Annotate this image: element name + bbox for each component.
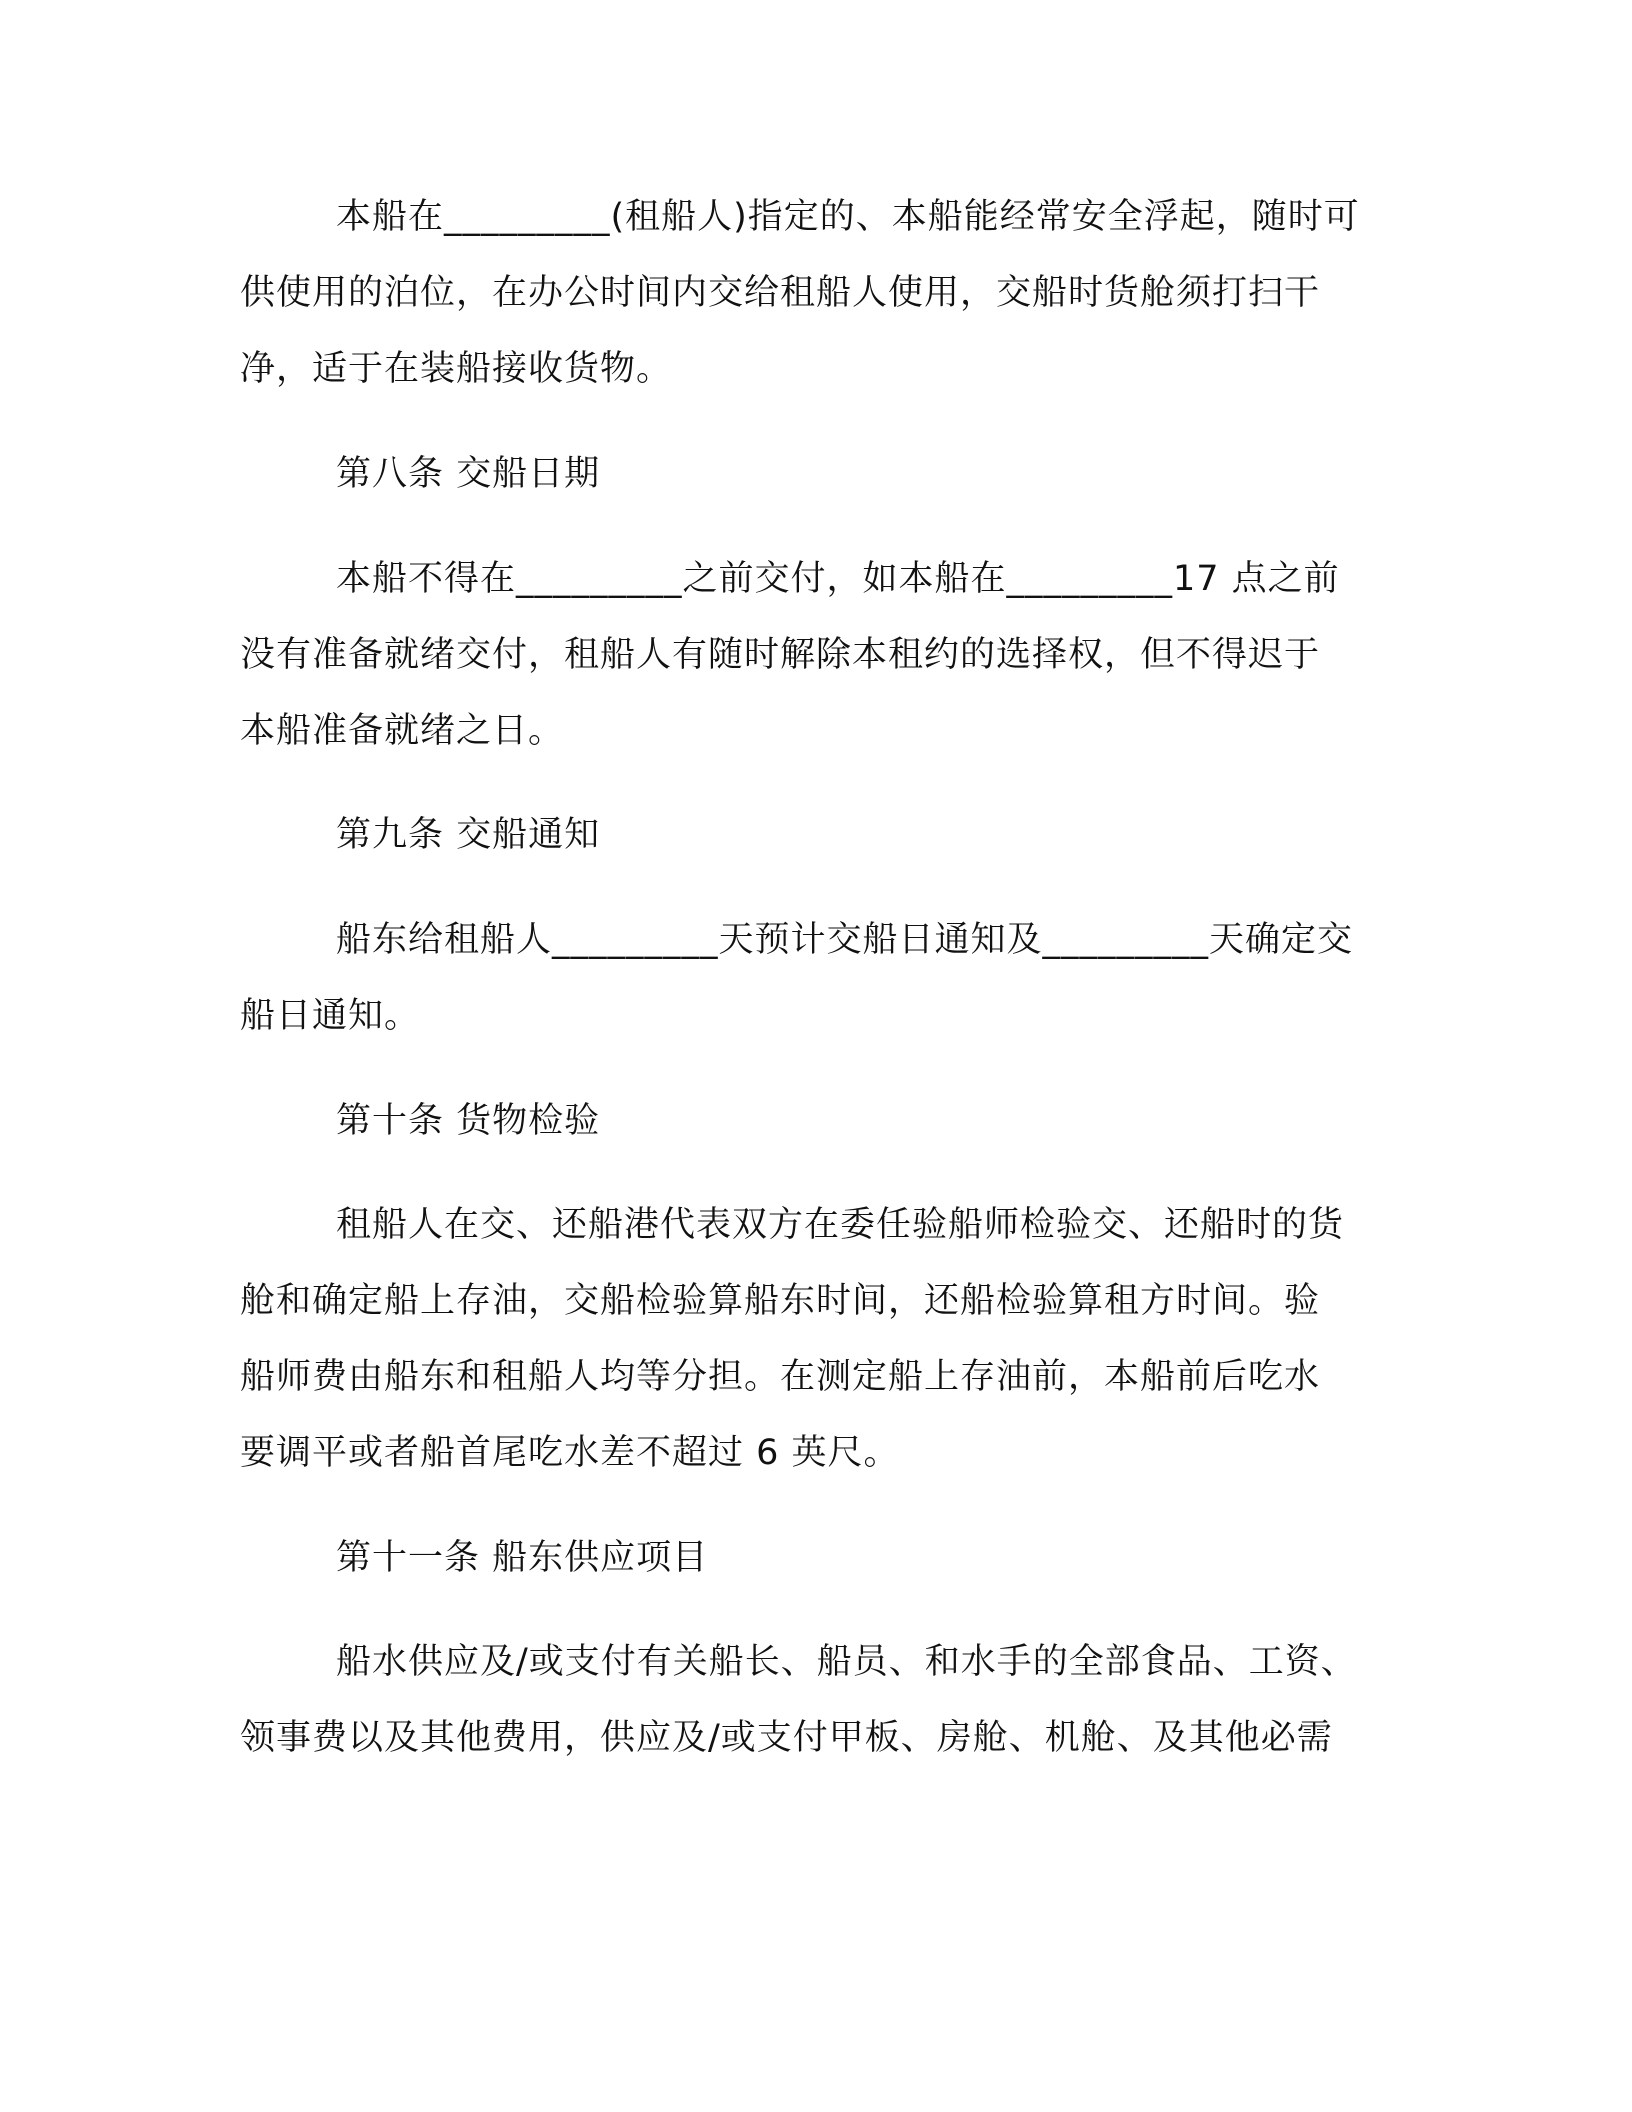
paragraph-4-line-3: 船师费由船东和租船人均等分担。在测定船上存油前，本船前后吃水: [240, 1357, 1321, 1397]
paragraph-2-line-2: 没有准备就绪交付，租船人有随时解除本租约的选择权，但不得迟于: [240, 635, 1321, 675]
paragraph-5-line-2: 领事费以及其他费用，供应及/或支付甲板、房舱、机舱、及其他必需: [240, 1718, 1333, 1758]
paragraph-3-line-2: 船日通知。: [240, 996, 421, 1036]
heading-article-9: 第九条 交船通知: [336, 815, 601, 855]
heading-article-11: 第十一条 船东供应项目: [336, 1538, 709, 1578]
paragraph-1-line-3: 净，适于在装船接收货物。: [240, 349, 673, 389]
paragraph-2-line-1: 本船不得在_________之前交付，如本船在_________17 点之前: [336, 559, 1340, 599]
paragraph-4-line-4: 要调平或者船首尾吃水差不超过 6 英尺。: [240, 1433, 900, 1473]
paragraph-5-line-1: 船水供应及/或支付有关船长、船员、和水手的全部食品、工资、: [336, 1642, 1357, 1682]
paragraph-4-line-1: 租船人在交、还船港代表双方在委任验船师检验交、还船时的货: [336, 1205, 1345, 1245]
paragraph-1-line-1: 本船在_________(租船人)指定的、本船能经常安全浮起，随时可: [336, 197, 1360, 237]
paragraph-3-line-1: 船东给租船人_________天预计交船日通知及_________天确定交: [336, 920, 1354, 960]
paragraph-4-line-2: 舱和确定船上存油，交船检验算船东时间，还船检验算租方时间。验: [240, 1281, 1321, 1321]
heading-article-8: 第八条 交船日期: [336, 454, 601, 494]
heading-article-10: 第十条 货物检验: [336, 1101, 601, 1141]
paragraph-1-line-2: 供使用的泊位，在办公时间内交给租船人使用，交船时货舱须打扫干: [240, 273, 1321, 313]
paragraph-2-line-3: 本船准备就绪之日。: [240, 711, 565, 751]
